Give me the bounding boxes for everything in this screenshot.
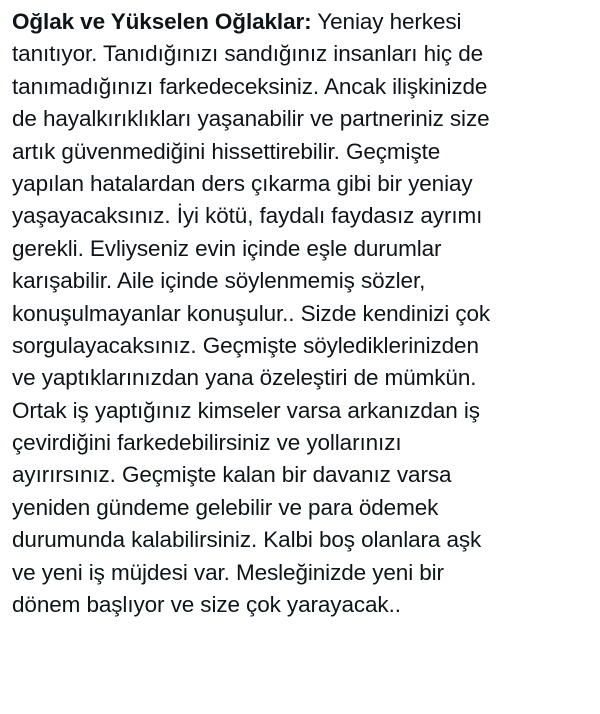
post-line: durumunda kalabilirsiniz. Kalbi boş olanlara aşk xyxy=(12,527,482,553)
post-line: gerekli. Evliyseniz evin içinde eşle durumlar xyxy=(12,235,442,261)
post-line: dönem başlıyor ve size çok yarayacak.. xyxy=(12,592,401,618)
post-first-line xyxy=(12,6,596,38)
post-line: çevirdiğini farkedebilirsiniz ve yollarınızı xyxy=(12,430,402,456)
post-line: tanımadığınızı farkedeceksiniz. Ancak ilişkinizde xyxy=(12,73,488,99)
post-heading: Oğlak ve Yükselen Oğlaklar: xyxy=(12,9,312,34)
post-text xyxy=(12,6,596,621)
post-line: yapılan hatalardan ders çıkarma gibi bir yeniay xyxy=(12,170,473,196)
post-line: yaşayacaksınız. İyi kötü, faydalı faydasız ayrımı xyxy=(12,203,483,229)
post-line: ayırırsınız. Geçmişte kalan bir davanız varsa xyxy=(12,462,452,488)
post-line: ve yaptıklarınızdan yana özeleştiri de mümkün. xyxy=(12,365,477,391)
post-line: karışabilir. Aile içinde söylenmemiş sözler, xyxy=(12,268,426,294)
post-line: sorgulayacaksınız. Geçmişte söylediklerinizden xyxy=(12,332,479,358)
post-line: konuşulmayanlar konuşulur.. Sizde kendinizi çok xyxy=(12,300,491,326)
post-line: de hayalkırıklıkları yaşanabilir ve partneriniz size xyxy=(12,106,490,132)
post-line: tanıtıyor. Tanıdığınızı sandığınız insanları hiç de xyxy=(12,41,484,67)
post-first-line-text: Yeniay herkesi xyxy=(311,9,462,34)
post-line: ve yeni iş müjdesi var. Mesleğinizde yeni bir xyxy=(12,559,444,585)
post-line: artık güvenmediğini hissettirebilir. Geçmişte xyxy=(12,138,441,164)
post-line: yeniden gündeme gelebilir ve para ödemek xyxy=(12,494,439,520)
post-line: Ortak iş yaptığınız kimseler varsa arkanızdan iş xyxy=(12,397,480,423)
